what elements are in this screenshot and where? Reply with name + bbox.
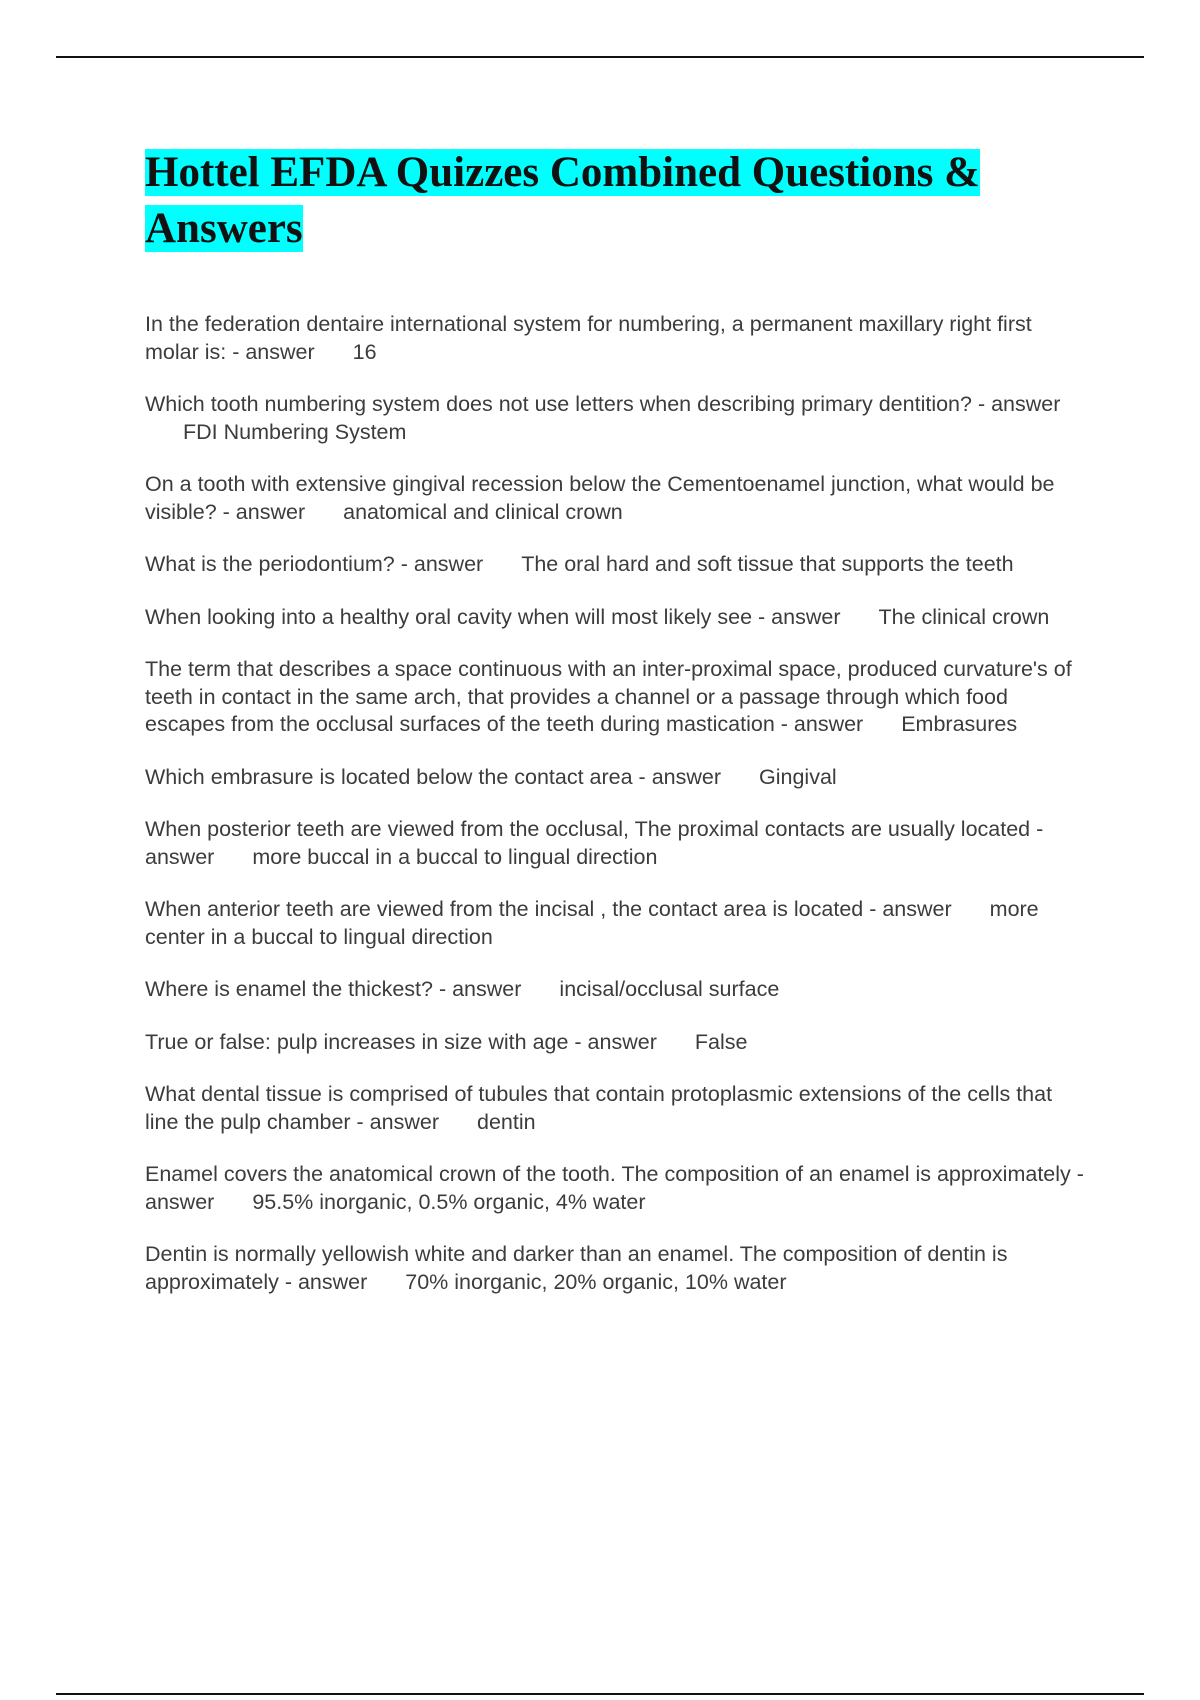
question-text: Which embrasure is located below the contact area - answer	[145, 764, 721, 789]
question-text: Enamel covers the anatomical crown of the tooth. The composition of an enamel is approximately - answer	[145, 1162, 1084, 1214]
qa-item	[145, 1081, 1090, 1136]
question-text: Which tooth numbering system does not use letters when describing primary dentition? - answer	[145, 392, 1061, 416]
qa-item	[145, 816, 1090, 871]
answer-text: more center in a buccal to lingual direction	[145, 897, 1039, 949]
answer-text: 70% inorganic, 20% organic, 10% water	[405, 1269, 787, 1294]
question-text: When anterior teeth are viewed from the incisal , the contact area is located - answer	[145, 897, 952, 921]
qa-item	[145, 896, 1090, 951]
question-text: What dental tissue is comprised of tubules that contain protoplasmic extensions of the cells that line the pulp chamber - answer	[145, 1082, 1053, 1134]
qa-item	[145, 976, 1090, 1004]
answer-text: False	[694, 1029, 748, 1054]
document-title	[145, 145, 1090, 257]
document-body	[145, 145, 1090, 1321]
question-text: When looking into a healthy oral cavity when will most likely see - answer	[145, 604, 841, 629]
qa-item	[145, 311, 1090, 366]
qa-item	[145, 764, 1090, 792]
question-text: True or false: pulp increases in size with age - answer	[145, 1029, 657, 1054]
page-bottom-rule	[56, 1693, 1144, 1695]
question-text: When posterior teeth are viewed from the occlusal, The proximal contacts are usually located - answer	[145, 817, 1044, 869]
question-text: In the federation dentaire international system for numbering, a permanent maxillary right first molar is: - answer	[145, 312, 1032, 364]
qa-item	[145, 1029, 1090, 1057]
answer-text: The oral hard and soft tissue that supports the teeth	[521, 552, 1014, 576]
answer-text: Embrasures	[901, 712, 1018, 736]
answer-text: FDI Numbering System	[183, 419, 407, 444]
qa-item	[145, 391, 1090, 446]
page-top-rule	[56, 56, 1144, 58]
qa-item	[145, 604, 1090, 632]
answer-text: The clinical crown	[878, 604, 1050, 629]
question-text: What is the periodontium? - answer	[145, 552, 484, 576]
qa-list	[145, 311, 1090, 1296]
answer-text: 16	[352, 339, 377, 364]
answer-text: Gingival	[759, 764, 837, 789]
question-text: The term that describes a space continuous with an inter-proximal space, produced curvature's of teeth in contact in the same arch, that provides a channel or a passage through which food escapes from the occlusal surfaces of the teeth during mastication - answer	[145, 657, 1072, 736]
answer-text: 95.5% inorganic, 0.5% organic, 4% water	[252, 1189, 646, 1214]
answer-text: more buccal in a buccal to lingual direction	[252, 844, 658, 869]
answer-text: anatomical and clinical crown	[343, 499, 623, 524]
qa-item	[145, 656, 1090, 739]
qa-item	[145, 471, 1090, 526]
document-title-text: Hottel EFDA Quizzes Combined Questions & Answers	[145, 149, 980, 252]
qa-item	[145, 1161, 1090, 1216]
qa-item	[145, 551, 1090, 579]
qa-item	[145, 1241, 1090, 1296]
answer-text: incisal/occlusal surface	[559, 977, 780, 1001]
question-text: On a tooth with extensive gingival recession below the Cementoenamel junction, what would be visible? - answer	[145, 472, 1055, 524]
question-text: Dentin is normally yellowish white and darker than an enamel. The composition of dentin is approximately - answer	[145, 1242, 1008, 1294]
answer-text: dentin	[477, 1109, 536, 1134]
question-text: Where is enamel the thickest? - answer	[145, 977, 522, 1001]
